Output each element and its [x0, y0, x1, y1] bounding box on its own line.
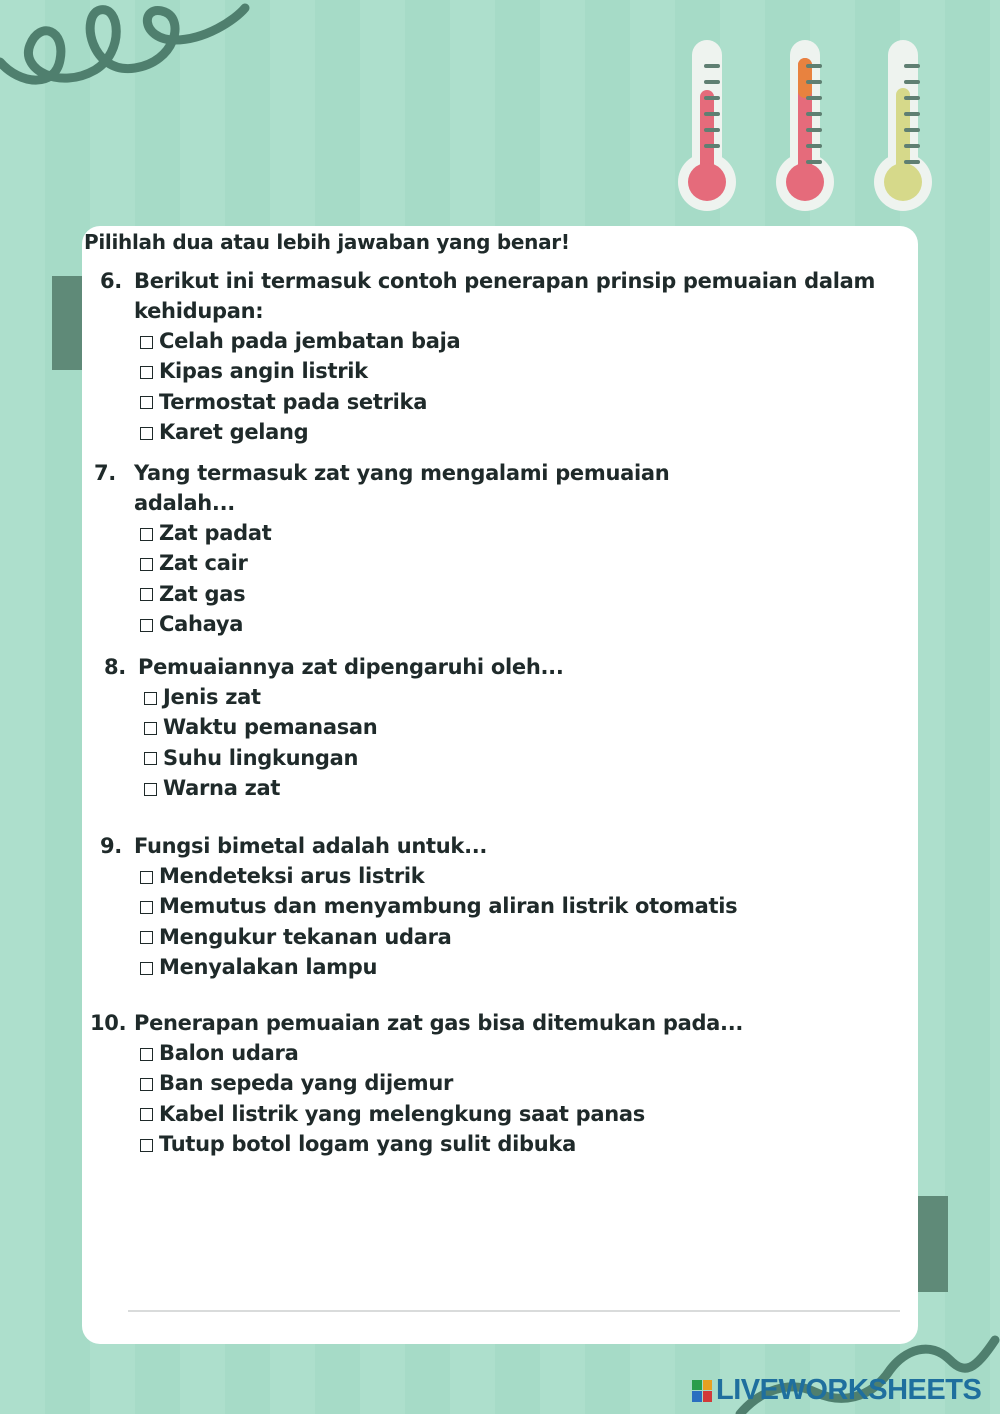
question-number: 7.	[94, 461, 116, 485]
option-list	[140, 1038, 645, 1159]
option-list	[140, 326, 460, 447]
option-label: Waktu pemanasan	[163, 715, 378, 740]
option-list	[140, 861, 737, 982]
option-item[interactable]	[140, 417, 460, 447]
thermometer-hot-icon	[774, 38, 838, 214]
checkbox[interactable]	[140, 871, 153, 884]
option-label: Kabel listrik yang melengkung saat panas	[159, 1101, 645, 1126]
question-number: 10.	[90, 1011, 127, 1035]
option-item[interactable]	[140, 326, 460, 356]
thermometer-icon	[676, 38, 740, 214]
option-label: Tutup botol logam yang sulit dibuka	[159, 1132, 576, 1157]
option-label: Celah pada jembatan baja	[159, 329, 461, 354]
option-label: Menyalakan lampu	[159, 955, 378, 980]
option-label: Zat gas	[159, 581, 246, 606]
checkbox[interactable]	[140, 427, 153, 440]
logo-text: LIVEWORKSHEETS	[716, 1374, 982, 1406]
checkbox[interactable]	[140, 962, 153, 975]
tape-decoration-right	[918, 1196, 948, 1292]
option-item[interactable]	[140, 952, 737, 982]
checkbox[interactable]	[144, 783, 157, 796]
checkbox[interactable]	[140, 901, 153, 914]
checkbox[interactable]	[140, 1139, 153, 1152]
option-item[interactable]	[140, 1068, 645, 1098]
question-text: kehidupan:	[134, 299, 264, 323]
option-item[interactable]	[140, 1099, 645, 1129]
divider-line	[128, 1310, 900, 1312]
option-item[interactable]	[140, 356, 460, 386]
checkbox[interactable]	[140, 528, 153, 541]
logo-icon	[692, 1380, 712, 1402]
option-item[interactable]	[144, 682, 377, 712]
option-item[interactable]	[140, 1038, 645, 1068]
checkbox[interactable]	[140, 1048, 153, 1061]
tape-decoration-left	[52, 276, 82, 370]
option-label: Cahaya	[159, 612, 244, 637]
question-text: Berikut ini termasuk contoh penerapan prinsip pemuaian dalam	[134, 269, 876, 293]
checkbox[interactable]	[140, 558, 153, 571]
option-label: Karet gelang	[159, 420, 309, 445]
option-label: Memutus dan menyambung aliran listrik otomatis	[159, 894, 738, 919]
checkbox[interactable]	[140, 619, 153, 632]
option-label: Zat padat	[159, 521, 272, 546]
question-number: 9.	[100, 834, 122, 858]
liveworksheets-logo[interactable]	[692, 1374, 981, 1407]
option-label: Mendeteksi arus listrik	[159, 864, 425, 889]
question-text: Yang termasuk zat yang mengalami pemuaian	[134, 461, 670, 485]
option-item[interactable]	[140, 518, 272, 548]
option-list	[140, 518, 272, 639]
question-text: adalah...	[134, 491, 235, 515]
checkbox[interactable]	[144, 722, 157, 735]
option-list	[144, 682, 377, 803]
option-label: Jenis zat	[163, 685, 261, 710]
option-label: Kipas angin listrik	[159, 359, 368, 384]
question-number: 6.	[100, 269, 122, 293]
option-item[interactable]	[140, 387, 460, 417]
question-text: Pemuaiannya zat dipengaruhi oleh...	[138, 655, 564, 679]
checkbox[interactable]	[144, 692, 157, 705]
question-text: Fungsi bimetal adalah untuk...	[134, 834, 488, 858]
checkbox[interactable]	[140, 336, 153, 349]
option-item[interactable]	[140, 861, 737, 891]
option-label: Mengukur tekanan udara	[159, 924, 452, 949]
checkbox[interactable]	[140, 366, 153, 379]
checkbox[interactable]	[140, 931, 153, 944]
option-item[interactable]	[140, 609, 272, 639]
option-label: Warna zat	[163, 776, 281, 801]
option-label: Suhu lingkungan	[163, 745, 359, 770]
option-item[interactable]	[144, 773, 377, 803]
instruction-text: Pilihlah dua atau lebih jawaban yang benar!	[84, 230, 570, 254]
squiggle-decoration-top	[0, 0, 260, 100]
option-label: Balon udara	[159, 1041, 299, 1066]
option-item[interactable]	[140, 548, 272, 578]
checkbox[interactable]	[140, 1108, 153, 1121]
checkbox[interactable]	[144, 752, 157, 765]
option-item[interactable]	[140, 891, 737, 921]
option-item[interactable]	[144, 712, 377, 742]
option-item[interactable]	[144, 743, 377, 773]
checkbox[interactable]	[140, 588, 153, 601]
option-item[interactable]	[140, 1129, 645, 1159]
checkbox[interactable]	[140, 1078, 153, 1091]
option-item[interactable]	[140, 922, 737, 952]
option-item[interactable]	[140, 579, 272, 609]
option-label: Termostat pada setrika	[159, 389, 428, 414]
option-label: Zat cair	[159, 551, 248, 576]
checkbox[interactable]	[140, 396, 153, 409]
option-label: Ban sepeda yang dijemur	[159, 1071, 454, 1096]
question-text: Penerapan pemuaian zat gas bisa ditemukan pada...	[134, 1011, 744, 1035]
thermometer-cold-icon	[872, 38, 936, 214]
question-number: 8.	[104, 655, 126, 679]
